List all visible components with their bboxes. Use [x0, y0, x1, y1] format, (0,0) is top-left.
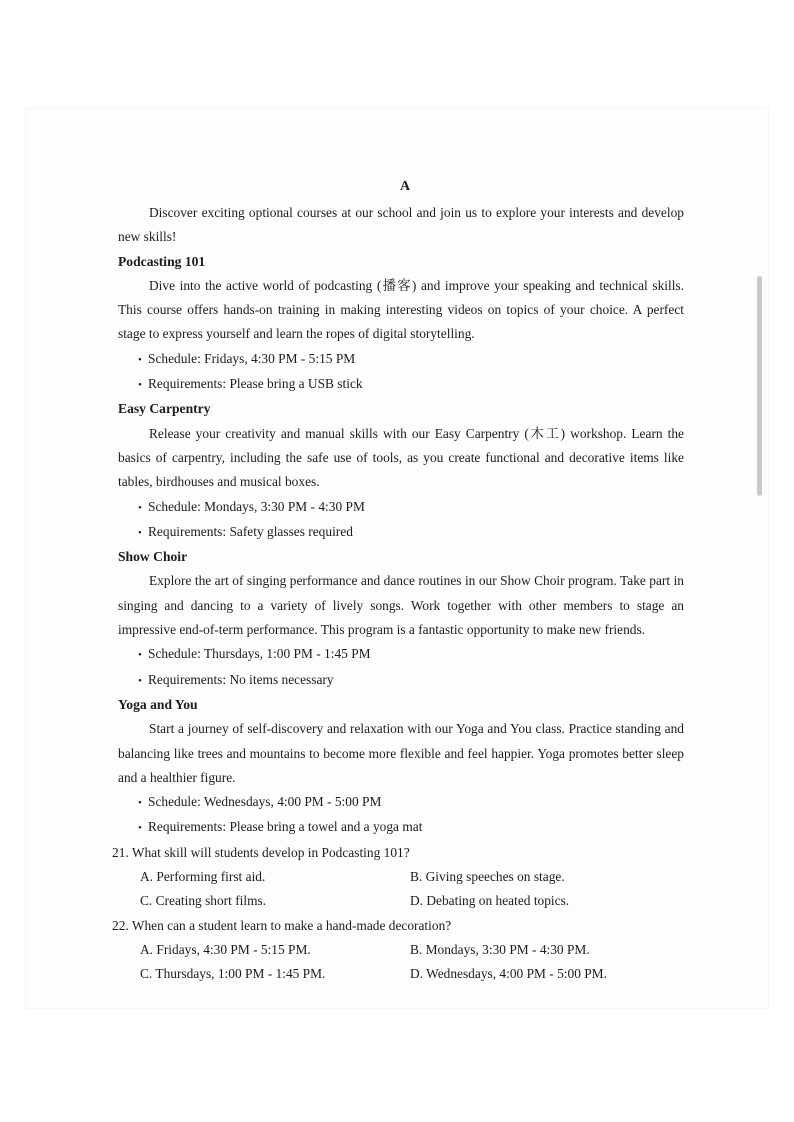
- question-stem: 21. What skill will students develop in Podcasting 101?: [112, 844, 410, 860]
- bullet-icon: •: [138, 649, 142, 662]
- course-requirements: [118, 520, 684, 545]
- course-schedule: [118, 790, 684, 815]
- bullet-icon: •: [138, 501, 142, 514]
- course-section: [118, 250, 684, 398]
- course-section: [118, 693, 684, 841]
- question-stem: 22. When can a student learn to make a hand-made decoration?: [112, 917, 452, 933]
- answer-option: B. Mondays, 3:30 PM - 4:30 PM.: [410, 941, 590, 957]
- schedule-text: Schedule: Thursdays, 1:00 PM - 1:45 PM: [148, 646, 371, 662]
- vertical-scrollbar[interactable]: [757, 276, 762, 496]
- bullet-icon: •: [138, 353, 142, 366]
- passage: [112, 175, 684, 987]
- answer-option: D. Debating on heated topics.: [410, 893, 570, 909]
- schedule-text: Schedule: Fridays, 4:30 PM - 5:15 PM: [148, 350, 356, 366]
- course-title: Easy Carpentry: [118, 401, 211, 417]
- course-title: Show Choir: [118, 549, 188, 565]
- requirements-text: Requirements: No items necessary: [148, 671, 334, 687]
- course-description: Release your creativity and manual skills with our Easy Carpentry (木工) workshop. Learn the basics of carpentry, including the safe use of tools, as you create functional and decorative items like tables, birdhouses and musical boxes.: [118, 425, 684, 490]
- bullet-icon: •: [138, 674, 142, 687]
- schedule-text: Schedule: Mondays, 3:30 PM - 4:30 PM: [148, 498, 365, 514]
- answer-option: D. Wednesdays, 4:00 PM - 5:00 PM.: [410, 966, 607, 982]
- course-title: Podcasting 101: [118, 253, 206, 269]
- answer-option: C. Thursdays, 1:00 PM - 1:45 PM.: [140, 966, 326, 982]
- course-description: Explore the art of singing performance and dance routines in our Show Choir program. Take part in singing and dancing to a variety of lively songs. Work together with other members to stage an impressive end-of-term performance. This program is a fantastic opportunity to make new friends.: [118, 573, 684, 638]
- course-description: Start a journey of self-discovery and relaxation with our Yoga and You class. Practice standing and balancing like trees and mountains to become more flexible and feel happier. Yoga promotes better sleep and a healthier figure.: [118, 721, 684, 785]
- section-letter: A: [399, 179, 411, 194]
- bullet-icon: •: [138, 379, 142, 392]
- answer-options: [118, 938, 684, 987]
- course-section: [118, 545, 684, 693]
- course-section: [118, 397, 684, 545]
- answer-option: A. Performing first aid.: [140, 869, 266, 885]
- course-description: Dive into the active world of podcasting (播客) and improve your speaking and technical skills. This course offers hands-on training in making interesting videos on topics of your choice. A perfect stage to express yourself and learn the ropes of digital storytelling.: [118, 277, 684, 342]
- question-block: [112, 841, 684, 914]
- course-schedule: [118, 495, 684, 520]
- course-title: Yoga and You: [118, 696, 198, 712]
- answer-option: C. Creating short films.: [140, 893, 267, 909]
- course-requirements: [118, 372, 684, 397]
- course-schedule: [118, 347, 684, 372]
- answer-option: B. Giving speeches on stage.: [410, 869, 565, 885]
- bullet-icon: •: [138, 797, 142, 810]
- schedule-text: Schedule: Wednesdays, 4:00 PM - 5:00 PM: [148, 794, 382, 810]
- requirements-text: Requirements: Please bring a towel and a yoga mat: [148, 819, 423, 835]
- intro-paragraph: Discover exciting optional courses at our school and join us to explore your interests and develop new skills!: [118, 205, 684, 245]
- course-requirements: [118, 815, 684, 840]
- bullet-icon: •: [138, 822, 142, 835]
- course-schedule: [118, 642, 684, 667]
- question-block: [112, 914, 684, 987]
- answer-option: A. Fridays, 4:30 PM - 5:15 PM.: [140, 941, 311, 957]
- course-requirements: [118, 668, 684, 693]
- answer-options: [118, 865, 684, 914]
- bullet-icon: •: [138, 526, 142, 539]
- requirements-text: Requirements: Please bring a USB stick: [148, 376, 363, 392]
- requirements-text: Requirements: Safety glasses required: [148, 523, 353, 539]
